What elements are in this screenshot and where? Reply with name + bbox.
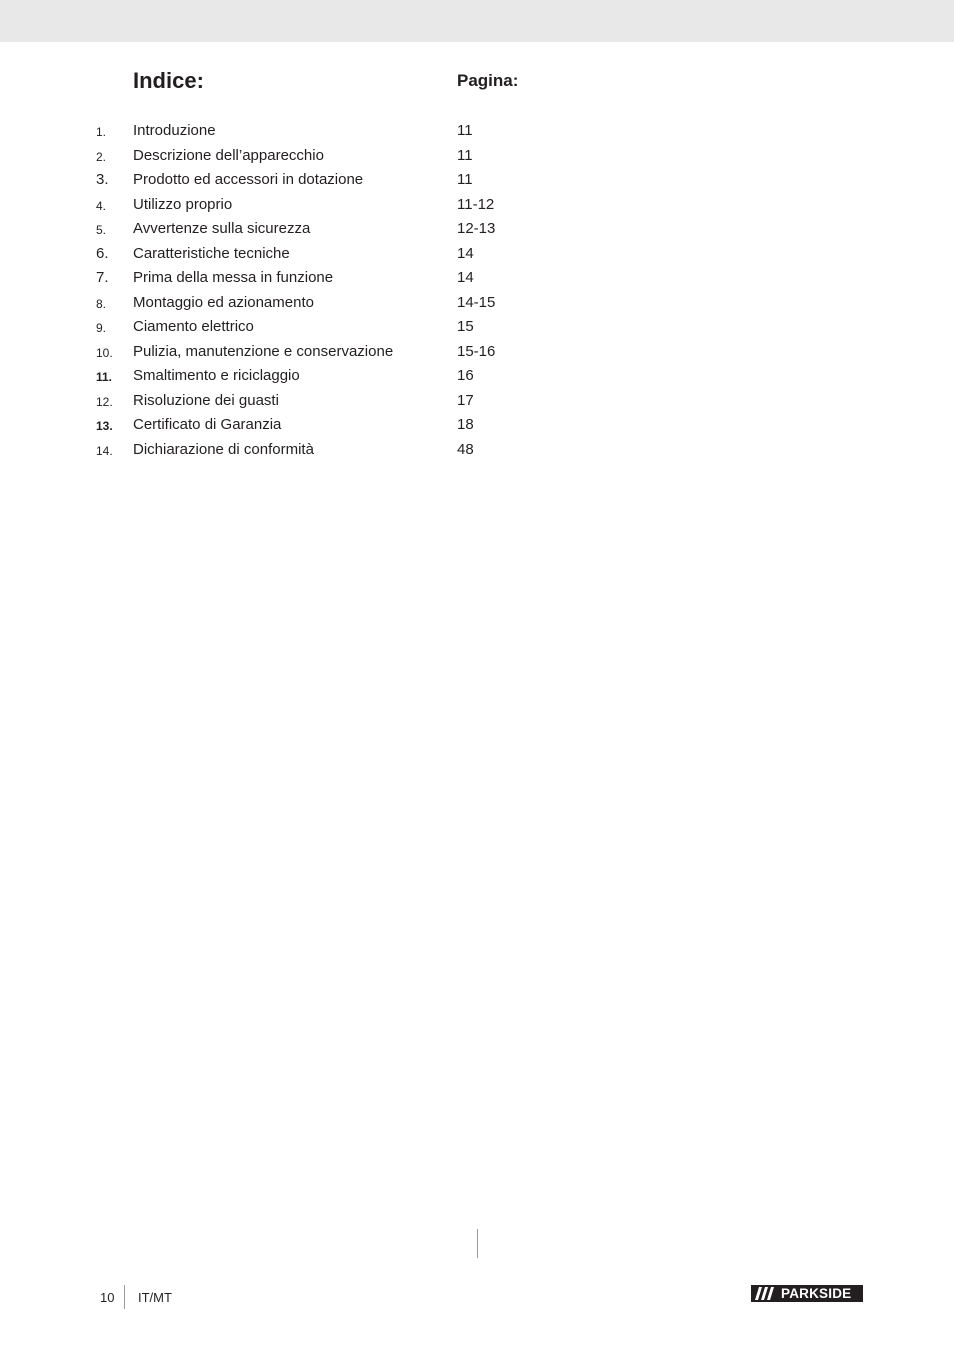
toc-entry[interactable] [0,343,954,367]
toc-entry-label: Prodotto ed accessori in dotazione [133,171,364,188]
toc-entry-page: 15-16 [457,343,496,360]
toc-entry-page: 14 [457,269,474,286]
toc-entry-page: 17 [457,392,474,409]
toc-entry-number: 10. [96,346,113,360]
toc-entry[interactable] [0,294,954,318]
toc-entry-label: Utilizzo proprio [133,196,233,213]
toc-entry[interactable] [0,269,954,293]
toc-entry[interactable] [0,196,954,220]
toc-entry[interactable] [0,367,954,391]
toc-entry-label: Smaltimento e riciclaggio [133,367,300,384]
toc-entry-number: 8. [96,297,107,311]
toc-entry-number: 13. [96,419,113,433]
toc-entry-number: 7. [96,269,109,286]
toc-entry-page: 12-13 [457,220,496,237]
top-header-band [0,0,954,42]
toc-entry-number: 1. [96,125,107,139]
footer-language-code: IT/MT [138,1290,172,1305]
toc-entry-label: Dichiarazione di conformità [133,441,314,458]
toc-entry-label: Ciamento elettrico [133,318,254,335]
toc-entry-number: 12. [96,395,113,409]
toc-entry-page: 11 [457,122,473,139]
toc-entry-page: 15 [457,318,474,335]
logo-slashes-icon [753,1285,779,1302]
toc-entry-label: Certificato di Garanzia [133,416,282,433]
toc-entry-number: 4. [96,199,107,213]
parkside-logo [751,1285,863,1302]
toc-entry[interactable] [0,147,954,171]
toc-entry-page: 48 [457,441,474,458]
toc-entry-label: Avvertenze sulla sicurezza [133,220,311,237]
toc-entry-page: 11 [457,147,473,164]
toc-entry-number: 3. [96,171,109,188]
footer-page-number: 10 [100,1290,115,1305]
toc-entry[interactable] [0,220,954,244]
toc-entry-number: 5. [96,223,107,237]
toc-entry[interactable] [0,245,954,269]
toc-entry-number: 6. [96,245,109,262]
toc-entry-page: 18 [457,416,474,433]
toc-entry-label: Caratteristiche tecniche [133,245,290,262]
toc-entry-label: Introduzione [133,122,216,139]
toc-entry-label: Descrizione dell’apparecchio [133,147,324,164]
toc-entry-page: 11-12 [457,196,495,213]
page-column-header: Pagina: [457,71,519,90]
page-title: Indice: [133,68,204,93]
toc-entry-number: 11. [96,370,113,384]
center-divider [477,1229,478,1258]
toc-entry-number: 14. [96,444,113,458]
toc-entry-page: 16 [457,367,474,384]
toc-entry-number: 2. [96,150,107,164]
logo-brand-text: PARKSIDE [781,1286,852,1301]
toc-entry-label: Montaggio ed azionamento [133,294,314,311]
toc-entry[interactable] [0,122,954,146]
toc-entry-page: 14 [457,245,474,262]
toc-entry[interactable] [0,171,954,195]
toc-entry-label: Risoluzione dei guasti [133,392,279,409]
toc-entry[interactable] [0,416,954,440]
toc-entry-page: 11 [457,171,473,188]
toc-entry[interactable] [0,318,954,342]
footer-divider [124,1285,125,1309]
toc-entry[interactable] [0,441,954,465]
toc-entry[interactable] [0,392,954,416]
toc-entry-number: 9. [96,321,107,335]
toc-entry-page: 14-15 [457,294,496,311]
toc-entry-label: Prima della messa in funzione [133,269,334,286]
toc-entry-label: Pulizia, manutenzione e conservazione [133,343,394,360]
